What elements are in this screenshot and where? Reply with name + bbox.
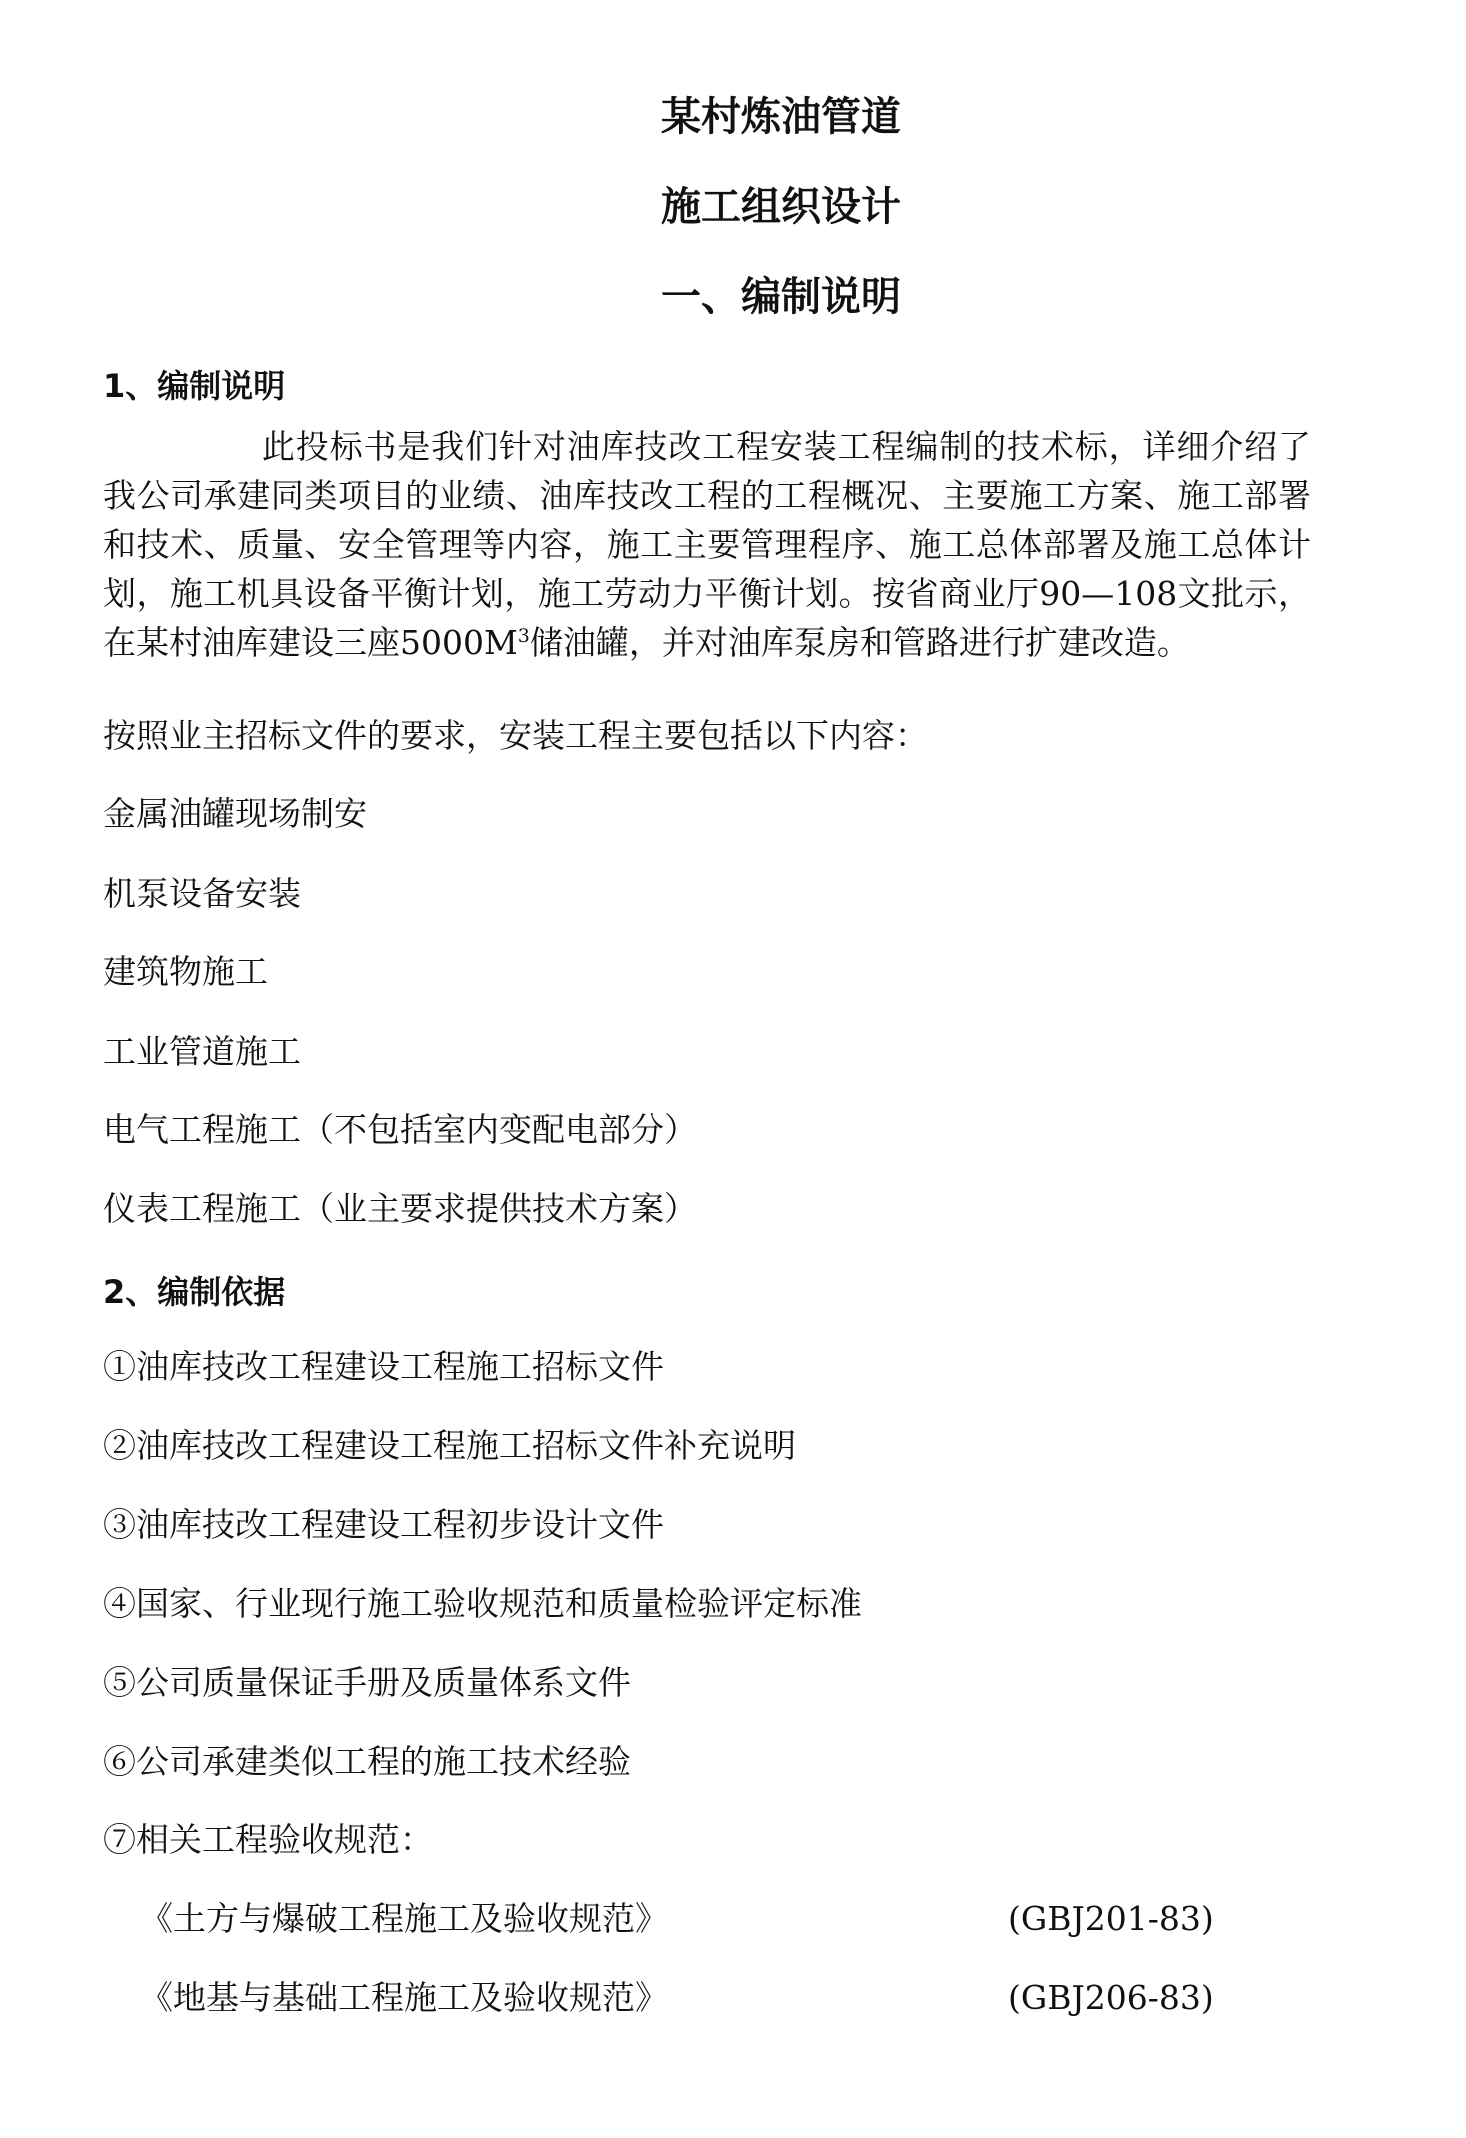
scope-intro: 按照业主招标文件的要求，安装工程主要包括以下内容： (103, 716, 928, 755)
scope-item: 仪表工程施工（业主要求提供技术方案） (103, 1189, 697, 1228)
standard-code: (GBJ201-83) (1008, 1899, 1214, 1938)
basis-item: ①油库技改工程建设工程施工招标文件 (103, 1347, 664, 1386)
paragraph-text-part1: 此投标书是我们针对油库技改工程安装工程编制的技术标，详细介绍了我公司承建同类项目的业绩、油库技改工程的工程概况、主要施工方案、施工部署和技术、质量、安全管理等内容，施工主要管理程序、施工总体部署及施工总体计划，施工机具设备平衡计划，施工劳动力平衡计划。按省商业厅90—108文批示，在某村油库建设三座5000M (103, 427, 1311, 662)
basis-item: ④国家、行业现行施工验收规范和质量检验评定标准 (103, 1584, 862, 1623)
document-title: 某村炼油管道 (661, 94, 901, 140)
paragraph-text-part2: 储油罐，并对油库泵房和管路进行扩建改造。 (529, 623, 1190, 662)
scope-item: 工业管道施工 (103, 1032, 301, 1071)
scope-item: 金属油罐现场制安 (103, 794, 367, 833)
standard-code: (GBJ206-83) (1008, 1978, 1214, 2017)
standard-row (140, 1897, 1214, 1941)
subsection-2-heading: 2、编制依据 (103, 1273, 286, 1311)
subsection-1-heading: 1、编制说明 (103, 367, 286, 405)
document-subtitle: 施工组织设计 (661, 184, 901, 230)
section-title: 一、编制说明 (661, 274, 901, 320)
scope-item: 建筑物施工 (103, 952, 268, 991)
basis-item: ③油库技改工程建设工程初步设计文件 (103, 1505, 664, 1544)
basis-item: ⑤公司质量保证手册及质量体系文件 (103, 1663, 631, 1702)
standard-row (140, 1976, 1214, 2020)
superscript-3: 3 (517, 625, 530, 647)
standard-name: 《土方与爆破工程施工及验收规范》 (140, 1899, 668, 1938)
intro-paragraph (103, 422, 1311, 667)
basis-item: ②油库技改工程建设工程施工招标文件补充说明 (103, 1426, 796, 1465)
scope-item: 机泵设备安装 (103, 874, 301, 913)
basis-item: ⑥公司承建类似工程的施工技术经验 (103, 1742, 631, 1781)
standard-name: 《地基与基础工程施工及验收规范》 (140, 1978, 668, 2017)
scope-item: 电气工程施工（不包括室内变配电部分） (103, 1110, 697, 1149)
basis-item: ⑦相关工程验收规范： (103, 1820, 433, 1859)
